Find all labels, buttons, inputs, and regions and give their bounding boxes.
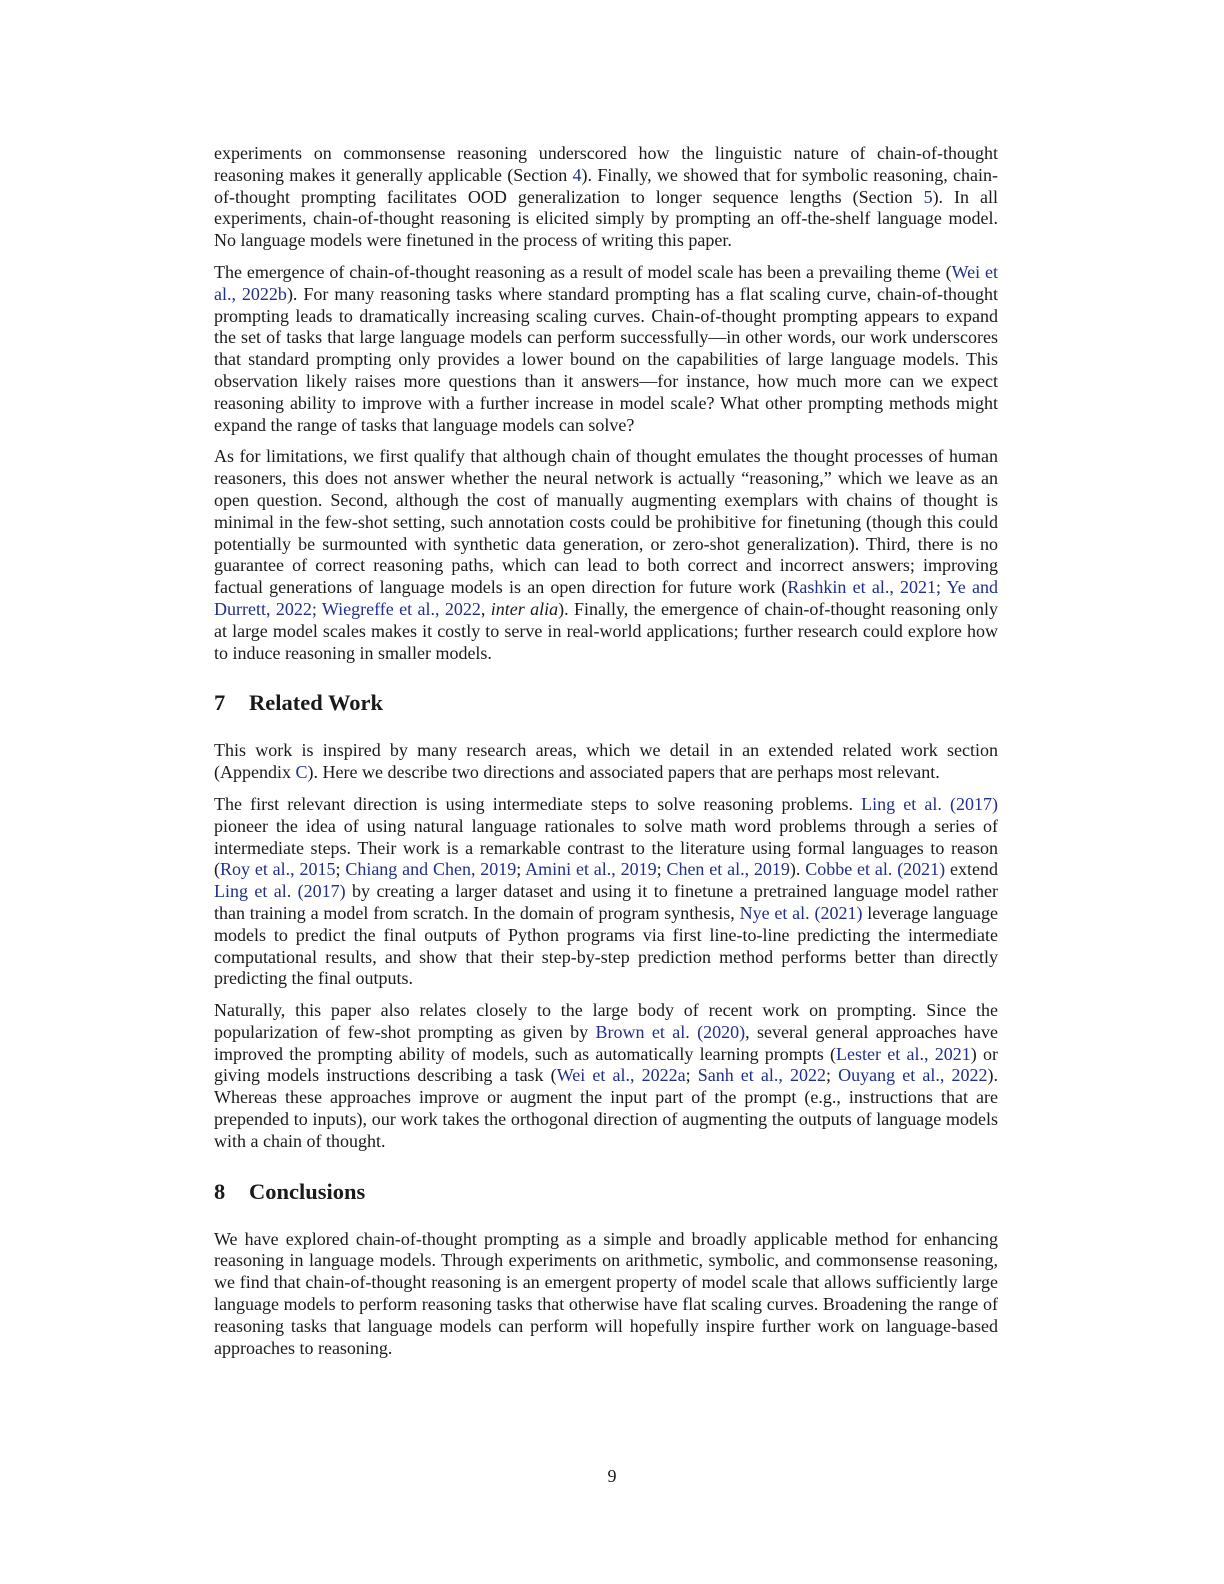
- text-run: ;: [656, 859, 667, 880]
- page-number: 9: [607, 1466, 617, 1486]
- limitations-paragraph: [214, 446, 998, 664]
- citation-link[interactable]: Amini et al., 2019: [525, 859, 657, 880]
- citation-link[interactable]: Lester et al., 2021: [836, 1043, 971, 1064]
- section-title: Related Work: [249, 690, 383, 716]
- section-heading-conclusions: [214, 1179, 998, 1205]
- citation-link[interactable]: Nye et al. (2021): [739, 902, 863, 923]
- conclusions-paragraph: [214, 1229, 998, 1360]
- related-work-paragraph-3: [214, 1000, 998, 1153]
- text-run: ). In all experiments, chain-of-thought reasoning is elicited simply by prompting an off-the-shelf language model. No language models were finetuned in the process of writing this paper.: [214, 186, 998, 251]
- text-run: ). Finally, we showed that for symbolic reasoning, chain-of-thought prompting facilitates OOD generalization to longer sequence lengths (Section: [214, 164, 998, 207]
- citation-link[interactable]: Brown et al. (2020): [595, 1021, 746, 1042]
- text-run: ). Whereas these approaches improve or augment the input part of the prompt (e.g., instructions that are prepended to inputs), our work takes the orthogonal direction of augmenting the outputs of language models with a chain of thought.: [214, 1065, 998, 1151]
- citation-link[interactable]: Ling et al. (2017): [861, 793, 998, 814]
- discussion-paragraph-1: [214, 143, 998, 252]
- text-run: Naturally, this paper also relates closely to the large body of recent work on prompting. Since the popularization of few-shot prompting as given by: [214, 1000, 998, 1042]
- section-number: 7: [214, 690, 226, 716]
- citation-link[interactable]: Wei et al., 2022b: [214, 261, 998, 304]
- text-run: pioneer the idea of using natural language rationales to solve math word problems through a series of intermediate steps. Their work is a remarkable contrast to the literature using formal languages to reason (: [214, 815, 998, 880]
- text-run: experiments on commonsense reasoning underscored how the linguistic nature of chain-of-thought reasoning makes it generally applicable (Section: [214, 143, 998, 185]
- text-run: ). For many reasoning tasks where standard prompting has a flat scaling curve, chain-of-thought prompting leads to dramatically increasing scaling curves. Chain-of-thought prompting appears to expand the set of tasks that large language models can perform successfully—in other words, our work underscores that standard prompting only provides a lower bound on the capabilities of large language models. This observation likely raises more questions than it answers—for instance, how much more can we expect reasoning ability to improve with a further increase in model scale? What other prompting methods might expand the range of tasks that language models can solve?: [214, 283, 998, 435]
- citation-link[interactable]: Rashkin et al., 2021; Ye and Durrett, 2022; Wiegreffe et al., 2022: [214, 577, 998, 619]
- text-run: ;: [826, 1065, 839, 1086]
- section-title: Conclusions: [249, 1178, 366, 1204]
- citation-link[interactable]: C: [295, 762, 308, 783]
- section-number: 8: [214, 1178, 226, 1204]
- text-run: ,: [480, 598, 491, 619]
- related-work-paragraph-1: [214, 740, 998, 784]
- related-work-paragraph-2: [214, 794, 998, 990]
- citation-link[interactable]: Ouyang et al., 2022: [838, 1065, 988, 1086]
- text-run: This work is inspired by many research areas, which we detail in an extended related work section (Appendix: [214, 740, 998, 783]
- citation-link[interactable]: Roy et al., 2015: [220, 859, 336, 880]
- text-run: ). Here we describe two directions and associated papers that are perhaps most relevant.: [307, 762, 940, 783]
- text-run: ).: [789, 859, 806, 880]
- italic-text: inter alia: [490, 598, 559, 619]
- citation-link[interactable]: 5: [923, 186, 933, 207]
- citation-link[interactable]: Sanh et al., 2022: [697, 1065, 827, 1086]
- text-run: leverage language models to predict the final outputs of Python programs via first line-to-line predicting the intermediate computational results, and show that their step-by-step prediction method performs better than directly predicting the final outputs.: [214, 902, 999, 989]
- text-run: ;: [516, 859, 526, 880]
- text-run: As for limitations, we first qualify that although chain of thought emulates the thought processes of human reasoners, this does not answer whether the neural network is actually “reasoning,” which we leave as an open question. Second, although the cost of manually augmenting exemplars with chains of thought is minimal in the few-shot setting, such annotation costs could be prohibitive for finetuning (though this could potentially be surmounted with synthetic data generation, or zero-shot generalization). Third, there is no guarantee of correct reasoning paths, which can lead to both correct and incorrect answers; improving factual generations of language models is an open direction for future work (: [214, 446, 998, 598]
- section-heading-related-work: [214, 690, 998, 716]
- discussion-paragraph-2: [214, 262, 998, 436]
- citation-link[interactable]: Chen et al., 2019: [666, 859, 790, 880]
- text-run: ;: [335, 859, 346, 880]
- citation-link[interactable]: Cobbe et al. (2021): [805, 859, 946, 880]
- text-run: ). Finally, the emergence of chain-of-thought reasoning only at large model scales makes it costly to serve in real-world applications; further research could explore how to induce reasoning in smaller models.: [214, 598, 999, 663]
- text-run: ) or giving models instructions describing a task (: [214, 1043, 998, 1086]
- text-run: The emergence of chain-of-thought reasoning as a result of model scale has been a prevailing theme (: [214, 261, 952, 282]
- text-run: We have explored chain-of-thought prompting as a simple and broadly applicable method for enhancing reasoning in language models. Through experiments on arithmetic, symbolic, and commonsense reasoning, we find that chain-of-thought reasoning is an emergent property of model scale that allows sufficiently large language models to perform reasoning tasks that otherwise have flat scaling curves. Broadening the range of reasoning tasks that language models can perform will hopefully inspire further work on language-based approaches to reasoning.: [214, 1228, 998, 1358]
- text-run: by creating a larger dataset and using it to finetune a pretrained language model rather than training a model from scratch. In the domain of program synthesis,: [214, 881, 998, 923]
- text-run: extend: [945, 859, 998, 880]
- citation-link[interactable]: 4: [572, 164, 582, 185]
- text-run: ;: [685, 1065, 698, 1086]
- citation-link[interactable]: Chiang and Chen, 2019: [345, 859, 517, 880]
- citation-link[interactable]: Wei et al., 2022a: [556, 1065, 686, 1086]
- citation-link[interactable]: Ling et al. (2017): [214, 881, 346, 902]
- paper-page-body: [214, 143, 998, 1369]
- text-run: , several general approaches have improved the prompting ability of models, such as automatically learning prompts (: [214, 1021, 998, 1064]
- text-run: The first relevant direction is using intermediate steps to solve reasoning problems.: [214, 793, 862, 814]
